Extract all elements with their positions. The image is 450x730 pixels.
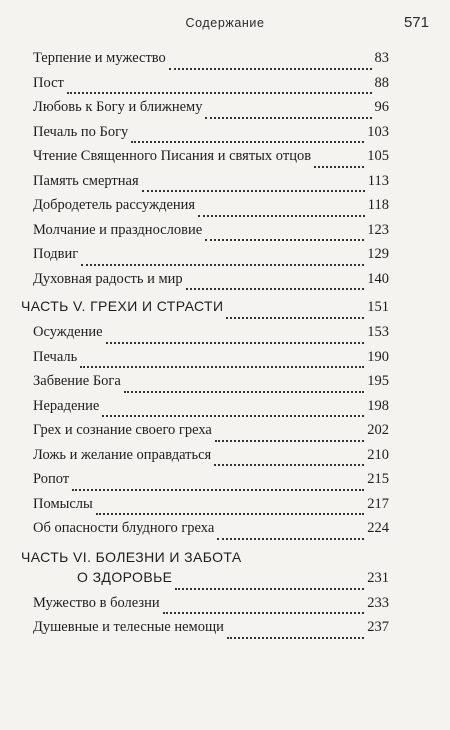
toc-entry-page: 129 [367, 246, 389, 262]
toc-entry [0, 222, 450, 247]
toc-entry [0, 148, 450, 173]
toc-entry-page: 96 [374, 99, 389, 115]
dot-leader [96, 512, 364, 515]
dot-leader [124, 390, 364, 393]
dot-leader [205, 116, 371, 119]
toc-entry-page: 140 [367, 270, 389, 287]
toc-entry-title: Забвение Бога [33, 373, 121, 389]
toc-entry-page: 105 [367, 148, 389, 164]
toc-entry-title: Память смертная [33, 172, 139, 189]
toc-entry [0, 246, 450, 271]
toc-entry-page: 118 [367, 197, 389, 213]
dot-leader [106, 341, 365, 344]
toc-entry-title: Мужество в болезни [33, 594, 160, 611]
toc-entry-page: 233 [367, 594, 389, 611]
dot-leader [142, 189, 365, 192]
toc-entry-page: 198 [367, 397, 389, 414]
toc-entry [0, 75, 450, 100]
toc-entry-page: 103 [367, 123, 389, 140]
toc-entry [0, 271, 450, 296]
toc-entry [0, 373, 450, 398]
dot-leader [131, 140, 364, 143]
toc-part-title-line2: О ЗДОРОВЬЕ [77, 568, 173, 585]
toc-part-heading [0, 569, 450, 595]
dot-leader [198, 214, 365, 217]
toc-entry [0, 447, 450, 472]
toc-part-heading [0, 298, 450, 324]
toc-entry [0, 173, 450, 198]
dot-leader [163, 611, 365, 614]
toc-entry-page: 215 [367, 471, 389, 487]
toc-entry-page: 123 [367, 221, 389, 238]
toc-entry-title: Подвиг [33, 246, 79, 262]
toc-entry-title: Душевные и телесные немощи [33, 619, 224, 635]
toc-entry-title: Нерадение [33, 397, 100, 414]
toc-entry-title: Об опасности блудного греха [33, 520, 215, 536]
dot-leader [186, 287, 365, 290]
toc-entry [0, 50, 450, 75]
toc-part-title: ЧАСТЬ V. ГРЕХИ И СТРАСТИ [21, 298, 224, 314]
toc-entry-page: 202 [367, 422, 389, 438]
toc-entry-title: Любовь к Богу и ближнему [33, 99, 203, 115]
toc-entry-page: 195 [367, 373, 389, 389]
toc-entry-page: 190 [367, 348, 389, 365]
toc-part-page: 151 [367, 299, 389, 315]
toc-entry [0, 471, 450, 496]
toc-entry-page: 113 [367, 172, 389, 189]
dot-leader [214, 463, 364, 466]
toc-entry-page: 88 [374, 74, 389, 91]
toc-entry [0, 324, 450, 349]
dot-leader [226, 316, 364, 319]
toc-entry [0, 520, 450, 545]
toc-entry-title: Осуждение [33, 324, 103, 340]
toc-entry-title: Добродетель рассуждения [33, 197, 196, 213]
toc-entry-page: 210 [367, 446, 389, 463]
toc-entry [0, 619, 450, 644]
toc-entry [0, 197, 450, 222]
toc-entry-title: Печаль [33, 348, 78, 365]
dot-leader [314, 165, 364, 168]
toc-entry [0, 496, 450, 521]
dot-leader [80, 365, 364, 368]
toc-entry-page: 237 [367, 619, 389, 635]
dot-leader [227, 636, 364, 639]
toc-entry-page: 83 [374, 50, 389, 66]
toc-entry-title: Молчание и празднословие [33, 221, 203, 238]
toc-entry-title: Пост [33, 74, 64, 91]
toc-entry [0, 99, 450, 124]
toc-entry-title: Ложь и желание оправдаться [33, 446, 212, 463]
toc-entry-title: Духовная радость и мир [33, 270, 183, 287]
toc-entry-title: Помыслы [33, 495, 93, 512]
dot-leader [215, 439, 364, 442]
toc-part-title-line1: ЧАСТЬ VI. БОЛЕЗНИ И ЗАБОТА [21, 548, 242, 565]
page-header [0, 14, 450, 38]
dot-leader [67, 91, 372, 94]
toc-entry [0, 422, 450, 447]
toc-entry-title: Ропот [33, 471, 70, 487]
dot-leader [217, 537, 364, 540]
page-number: 571 [403, 14, 429, 31]
toc-entry-title: Печаль по Богу [33, 123, 129, 140]
toc-entry [0, 349, 450, 374]
toc-entry-title: Грех и сознание своего греха [33, 422, 212, 438]
running-head: Содержание [185, 16, 265, 30]
dot-leader [169, 67, 372, 70]
toc-entry [0, 124, 450, 149]
toc-entry-title: Чтение Священного Писания и святых отцов [33, 148, 312, 164]
dot-leader [175, 587, 364, 590]
toc-entry-page: 217 [367, 495, 389, 512]
dot-leader [81, 263, 364, 266]
toc-entry-page: 224 [367, 520, 389, 536]
dot-leader [205, 238, 364, 241]
dot-leader [102, 414, 364, 417]
table-of-contents [0, 50, 450, 644]
toc-entry [0, 595, 450, 620]
toc-entry-page: 153 [367, 324, 389, 340]
toc-part-page: 231 [367, 569, 389, 586]
toc-entry-title: Терпение и мужество [33, 50, 166, 66]
toc-entry [0, 398, 450, 423]
dot-leader [72, 488, 364, 491]
